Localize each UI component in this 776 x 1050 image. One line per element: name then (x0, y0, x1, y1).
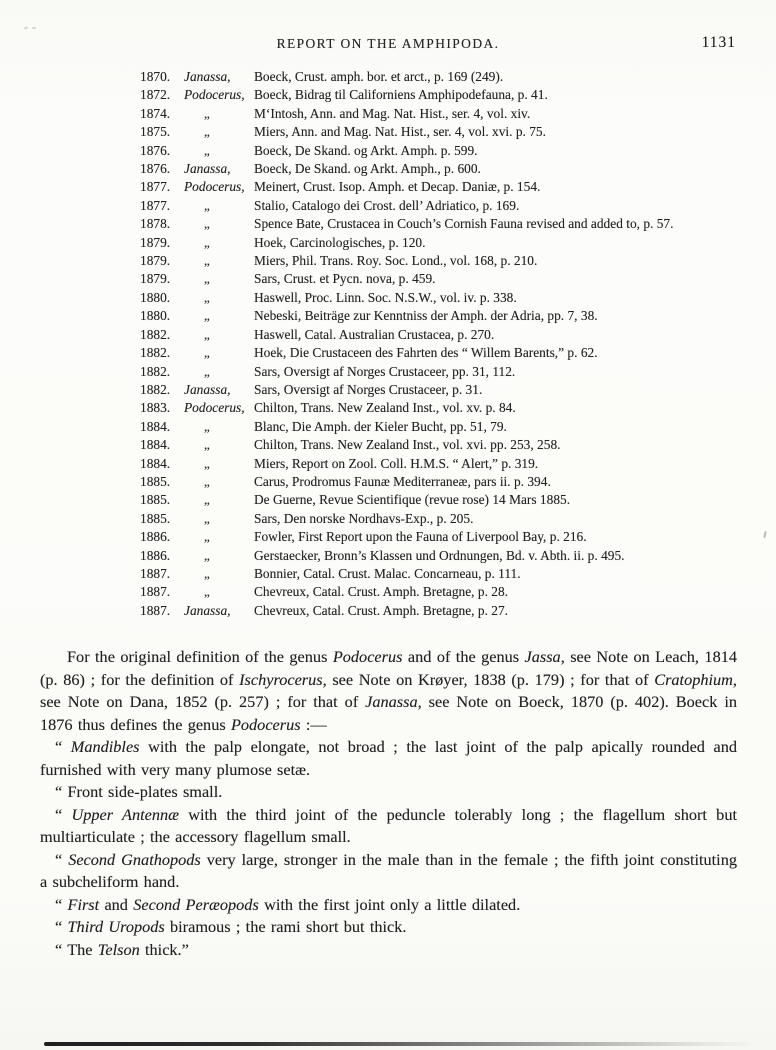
text-run: , see Note on Boeck, 1870 (p. 402). Boeck in 1876 thus defines the genus (40, 692, 737, 734)
entry-citation: Chilton, Trans. New Zealand Inst., vol. xvi. pp. 253, 258. (254, 437, 561, 453)
entry-year: 1886. (140, 547, 171, 563)
entry-year: 1883. (140, 400, 171, 416)
taxon-name: Upper Antennæ (71, 804, 179, 824)
entry-year: 1882. (140, 345, 171, 361)
text-run: and (99, 894, 134, 914)
bibliography-entry (140, 510, 750, 528)
entry-citation: Blanc, Die Amph. der Kieler Bucht, pp. 51, 79. (254, 418, 507, 434)
bibliography-entry (140, 565, 750, 583)
entry-year: 1884. (140, 437, 171, 453)
taxon-name: Podocerus (230, 714, 301, 734)
entry-citation: Miers, Ann. and Mag. Nat. Hist., ser. 4, vol. xvi. p. 75. (254, 124, 546, 140)
entry-genus: Janassa, (184, 69, 231, 84)
text-run: “ (55, 804, 72, 824)
bibliography-entry (140, 252, 750, 270)
paragraph (40, 939, 737, 962)
bibliography-entry (140, 142, 750, 160)
entry-citation: Stalio, Catalogo dei Crost. dell’ Adriatico, p. 169. (254, 197, 520, 213)
ditto-mark: „ (204, 271, 210, 287)
ditto-mark: „ (204, 529, 210, 545)
taxon-name: Second Peræopods (133, 894, 259, 914)
text-run: , see Note on Dana, 1852 (p. 257) ; for that of (40, 669, 737, 711)
taxon-name: Second Gnathopods (68, 849, 201, 869)
ditto-mark: „ (204, 234, 210, 250)
entry-citation: Hoek, Carcinologisches, p. 120. (254, 234, 426, 250)
ditto-mark: „ (204, 197, 210, 213)
paragraph (40, 804, 737, 849)
text-run: with the first joint only a little dilated. (258, 894, 521, 914)
bibliography-entry (140, 436, 750, 454)
ditto-mark: „ (204, 326, 210, 342)
entry-genus: Podocerus, (184, 179, 245, 195)
entry-year: 1875. (140, 124, 171, 140)
entry-genus: Podocerus, (184, 400, 245, 416)
ditto-mark: „ (204, 142, 210, 158)
entry-year: 1880. (140, 308, 171, 324)
ditto-mark: „ (204, 510, 210, 526)
entry-year: 1885. (140, 510, 171, 526)
ditto-mark: „ (204, 345, 210, 361)
entry-year: 1874. (140, 105, 171, 121)
bibliography-entry (140, 234, 750, 252)
page-header (40, 36, 736, 56)
entry-year: 1887. (140, 602, 171, 618)
entry-year: 1876. (140, 161, 171, 177)
entry-citation: Miers, Phil. Trans. Roy. Soc. Lond., vol. 168, p. 210. (254, 253, 538, 269)
text-run: with the third joint of the peduncle tolerably long ; the flagellum short but multiarticulate ; the accessory flagellum small. (40, 804, 737, 846)
entry-year: 1884. (140, 418, 171, 434)
ditto-mark: „ (204, 105, 210, 121)
bibliography-entry (140, 105, 750, 123)
bibliography-entry (140, 86, 750, 104)
bibliography-entry (140, 178, 750, 196)
text-run: with the palp elongate, not broad ; the last joint of the palp apically rounded and furnished with very many plumose setæ. (40, 737, 737, 779)
entry-citation: Sars, Den norske Nordhavs-Exp., p. 205. (254, 510, 474, 526)
text-run: “ (55, 917, 68, 936)
taxon-name: Third Uropods (67, 917, 165, 936)
text-run: biramous ; the rami short but thick. (164, 917, 407, 936)
bibliography-entry (140, 215, 750, 233)
entry-citation: Boeck, De Skand. og Arkt. Amph. p. 599. (254, 142, 478, 158)
paragraph (40, 646, 737, 736)
taxon-name: Telson (97, 939, 140, 959)
text-run: “ The (55, 939, 98, 959)
entry-year: 1887. (140, 565, 171, 581)
bibliography-entry (140, 289, 750, 307)
bibliography-entry (140, 528, 750, 546)
entry-year: 1879. (140, 234, 171, 250)
ditto-mark: „ (204, 308, 210, 324)
bibliography-entry (140, 270, 750, 288)
taxon-name: Janassa (365, 692, 418, 711)
bibliography-entry (140, 455, 750, 473)
text-run: and of the genus (402, 647, 525, 666)
entry-citation: Boeck, De Skand. og Arkt. Amph., p. 600. (254, 161, 481, 177)
entry-year: 1887. (140, 584, 171, 600)
text-run: For the original definition of the genus (67, 647, 333, 666)
entry-citation: Fowler, First Report upon the Fauna of Liverpool Bay, p. 216. (254, 529, 587, 545)
entry-citation: Gerstaecker, Bronn’s Klassen und Ordnungen, Bd. v. Abth. ii. p. 495. (254, 547, 625, 563)
entry-citation: De Guerne, Revue Scientifique (revue rose) 14 Mars 1885. (254, 492, 571, 508)
entry-citation: Chilton, Trans. New Zealand Inst., vol. xv. p. 84. (254, 400, 516, 416)
ditto-mark: „ (204, 547, 210, 563)
entry-citation: Carus, Prodromus Faunæ Mediterraneæ, pars ii. p. 394. (254, 473, 551, 489)
paragraph (40, 894, 737, 917)
ditto-mark: „ (204, 418, 210, 434)
taxon-name: Mandibles (70, 737, 140, 756)
entry-year: 1886. (140, 529, 171, 545)
entry-year: 1882. (140, 363, 171, 379)
page-number: 1131 (701, 34, 736, 51)
paragraph (40, 781, 737, 804)
entry-year: 1885. (140, 473, 171, 489)
entry-year: 1878. (140, 216, 171, 232)
entry-year: 1870. (140, 69, 171, 84)
bibliography-entry (140, 344, 750, 362)
text-run: “ (55, 894, 68, 914)
taxon-name: Ischyrocerus (239, 669, 323, 689)
taxon-name: Podocerus (332, 647, 403, 666)
ditto-mark: „ (204, 124, 210, 140)
bibliography-list (140, 68, 750, 620)
entry-citation: Hoek, Die Crustaceen des Fahrten des “ Willem Barents,” p. 62. (254, 345, 598, 361)
entry-year: 1879. (140, 253, 171, 269)
entry-citation: Boeck, Crust. amph. bor. et arct., p. 169 (249). (254, 69, 504, 84)
ditto-mark: „ (204, 363, 210, 379)
text-run: , see Note on Krøyer, 1838 (p. 179) ; for that of (322, 669, 655, 689)
bibliography-entry (140, 491, 750, 509)
ditto-mark: „ (204, 437, 210, 453)
entry-genus: Janassa, (184, 381, 231, 397)
bibliography-entry (140, 307, 750, 325)
entry-citation: Miers, Report on Zool. Coll. H.M.S. “ Alert,” p. 319. (254, 455, 539, 471)
entry-year: 1872. (140, 87, 171, 103)
entry-citation: Chevreux, Catal. Crust. Amph. Bretagne, p. 27. (254, 602, 509, 618)
entry-citation: Nebeski, Beiträge zur Kenntniss der Amph. der Adria, pp. 7, 38. (254, 308, 598, 324)
bibliography-entry (140, 602, 750, 620)
bibliography-entry (140, 363, 750, 381)
entry-citation: Spence Bate, Crustacea in Couch’s Cornish Fauna revised and added to, p. 57. (254, 216, 674, 232)
ditto-mark: „ (204, 473, 210, 489)
bibliography-entry (140, 473, 750, 491)
entry-genus: Podocerus, (184, 87, 245, 103)
text-run: “ (55, 849, 69, 869)
body-text (40, 646, 737, 961)
ditto-mark: „ (204, 584, 210, 600)
entry-year: 1876. (140, 142, 171, 158)
taxon-name: Jassa (524, 647, 561, 666)
bibliography-entry (140, 123, 750, 141)
paragraph (40, 916, 737, 939)
entry-year: 1877. (140, 197, 171, 213)
text-run: “ Front side-plates small. (55, 782, 223, 801)
taxon-name: Cratophium (654, 669, 733, 689)
bibliography-entry (140, 326, 750, 344)
ditto-mark: „ (204, 455, 210, 471)
bibliography-entry (140, 381, 750, 399)
taxon-name: First (67, 894, 100, 914)
ditto-mark: „ (204, 492, 210, 508)
ditto-mark: „ (204, 253, 210, 269)
entry-citation: Bonnier, Catal. Crust. Malac. Concarneau, p. 111. (254, 565, 521, 581)
entry-genus: Janassa, (184, 161, 231, 177)
entry-year: 1882. (140, 326, 171, 342)
entry-year: 1879. (140, 271, 171, 287)
entry-citation: Boeck, Bidrag til Californiens Amphipodefauna, p. 41. (254, 87, 548, 103)
entry-citation: Haswell, Proc. Linn. Soc. N.S.W., vol. iv. p. 338. (254, 289, 517, 305)
entry-citation: Haswell, Catal. Australian Crustacea, p. 270. (254, 326, 495, 342)
bibliography-entry (140, 583, 750, 601)
scan-smudge-artifact (24, 26, 40, 33)
entry-genus: Janassa, (184, 602, 231, 618)
ditto-mark: „ (204, 216, 210, 232)
bibliography-entry (140, 68, 750, 86)
paragraph (40, 849, 737, 894)
entry-citation: M‘Intosh, Ann. and Mag. Nat. Hist., ser. 4, vol. xiv. (254, 105, 531, 121)
entry-citation: Chevreux, Catal. Crust. Amph. Bretagne, p. 28. (254, 584, 509, 600)
bibliography-entry (140, 547, 750, 565)
text-run: very large, stronger in the male than in the female ; the fifth joint constituting a subcheliform hand. (40, 849, 737, 891)
entry-citation: Meinert, Crust. Isop. Amph. et Decap. Daniæ, p. 154. (254, 179, 541, 195)
entry-citation: Sars, Crust. et Pycn. nova, p. 459. (254, 271, 436, 287)
scan-tick-artifact (763, 531, 767, 538)
running-title: REPORT ON THE AMPHIPODA. (276, 36, 500, 51)
entry-year: 1880. (140, 289, 171, 305)
entry-citation: Sars, Oversigt af Norges Crustaceer, p. 31. (254, 381, 483, 397)
scan-edge-artifact (44, 1042, 758, 1046)
paragraph (40, 736, 737, 781)
text-run: thick.” (139, 939, 189, 959)
entry-citation: Sars, Oversigt af Norges Crustaceer, pp. 31, 112. (254, 363, 516, 379)
entry-year: 1884. (140, 455, 171, 471)
bibliography-entry (140, 160, 750, 178)
bibliography-entry (140, 197, 750, 215)
bibliography-entry (140, 399, 750, 417)
entry-year: 1882. (140, 381, 171, 397)
entry-year: 1885. (140, 492, 171, 508)
ditto-mark: „ (204, 289, 210, 305)
text-run: , see Note on Leach, 1814 (p. 86) ; for the definition of (40, 647, 737, 689)
text-run: “ (55, 737, 71, 756)
entry-year: 1877. (140, 179, 171, 195)
bibliography-entry (140, 418, 750, 436)
text-run: :— (300, 714, 327, 734)
ditto-mark: „ (204, 565, 210, 581)
